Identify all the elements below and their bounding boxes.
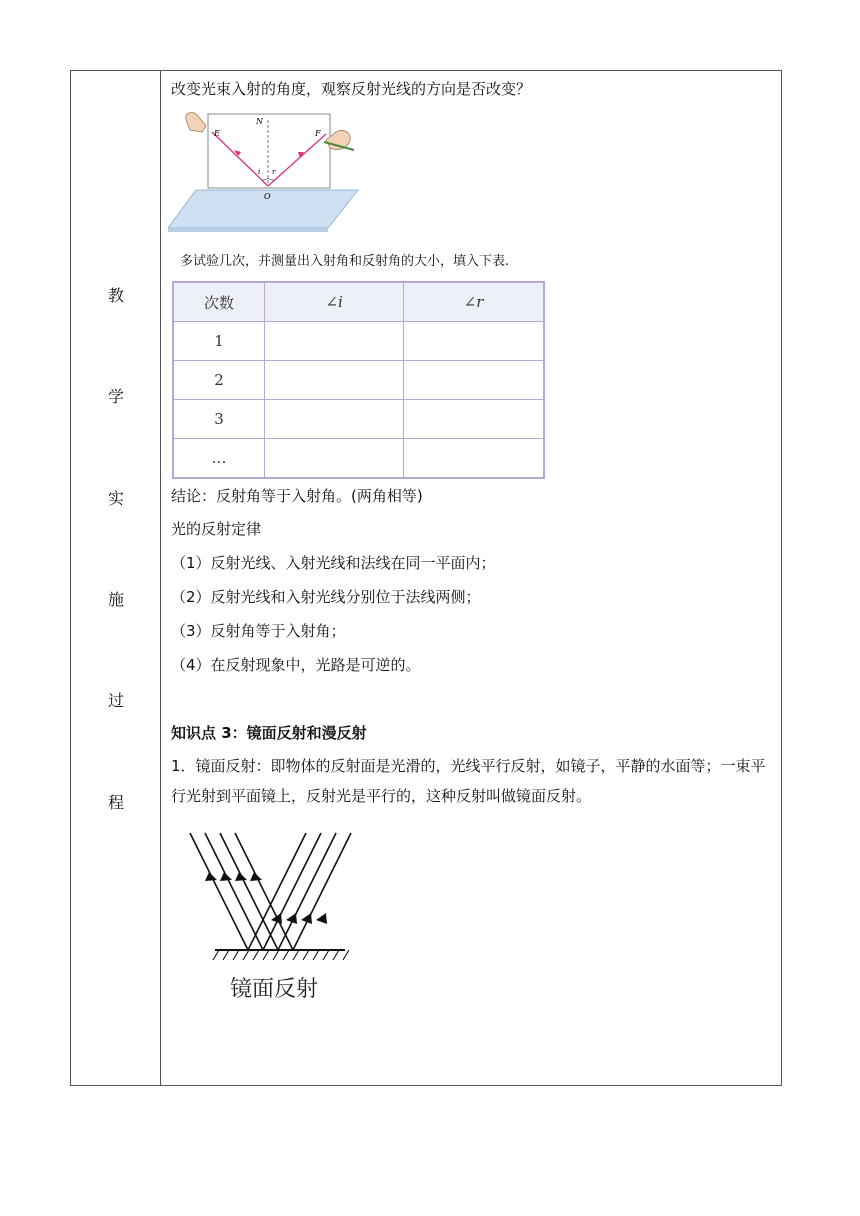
law-item: （4）在反射现象中，光路是可逆的。 — [171, 656, 421, 674]
label-i: i — [258, 168, 261, 176]
table-cell: … — [173, 439, 265, 479]
side-label-char: 教 — [107, 286, 124, 305]
table-cell — [404, 439, 544, 479]
law-item: （1）反射光线、入射光线和法线在同一平面内； — [171, 554, 496, 572]
table-cell — [404, 322, 544, 361]
law-item: （2）反射光线和入射光线分别位于法线两侧； — [171, 588, 481, 606]
table-instruction: 多试验几次，并测量出入射角和反射角的大小，填入下表. — [180, 254, 510, 269]
table-cell — [404, 361, 544, 400]
header-cell: ∠i — [265, 282, 404, 322]
side-label-char: 学 — [107, 387, 124, 406]
table-row — [173, 322, 544, 361]
column-divider — [160, 70, 161, 1086]
label-N: N — [256, 117, 263, 126]
label-F: F — [315, 129, 321, 138]
measurement-table — [172, 281, 545, 479]
specular-reflection-figure — [185, 828, 360, 1006]
side-label-char: 过 — [107, 691, 124, 710]
table-cell — [404, 400, 544, 439]
table-cell — [265, 400, 404, 439]
label-E: E — [214, 129, 220, 138]
law-title: 光的反射定律 — [171, 520, 262, 538]
side-label-char: 实 — [107, 489, 124, 508]
conclusion-text: 结论：反射角等于入射角。(两角相等) — [171, 487, 423, 505]
reflection-experiment-figure — [168, 110, 363, 235]
law-item: （3）反射角等于入射角； — [171, 622, 346, 640]
knowledge-heading: 知识点 3：镜面反射和漫反射 — [171, 724, 367, 742]
table-row — [173, 439, 544, 479]
figure2-caption: 镜面反射 — [230, 977, 319, 1002]
table-cell: 2 — [173, 361, 265, 400]
header-cell: 次数 — [173, 282, 265, 322]
intro-question: 改变光束入射的角度，观察反射光线的方向是否改变？ — [171, 80, 532, 98]
side-label-char: 施 — [107, 590, 124, 609]
side-label-char: 程 — [107, 793, 124, 812]
table-header-row — [173, 282, 544, 322]
table-cell — [265, 439, 404, 479]
header-cell: ∠r — [404, 282, 544, 322]
table-row — [173, 361, 544, 400]
specular-paragraph: 1．镜面反射：即物体的反射面是光滑的，光线平行反射，如镜子，平静的水面等；一束平行光射到平面镜上，反射光是平行的，这种反射叫做镜面反射。 — [171, 757, 766, 805]
table-cell: 3 — [173, 400, 265, 439]
label-O: O — [264, 192, 271, 201]
table-cell — [265, 361, 404, 400]
table-cell — [265, 322, 404, 361]
table-row — [173, 400, 544, 439]
label-r: r — [272, 168, 276, 176]
table-cell: 1 — [173, 322, 265, 361]
